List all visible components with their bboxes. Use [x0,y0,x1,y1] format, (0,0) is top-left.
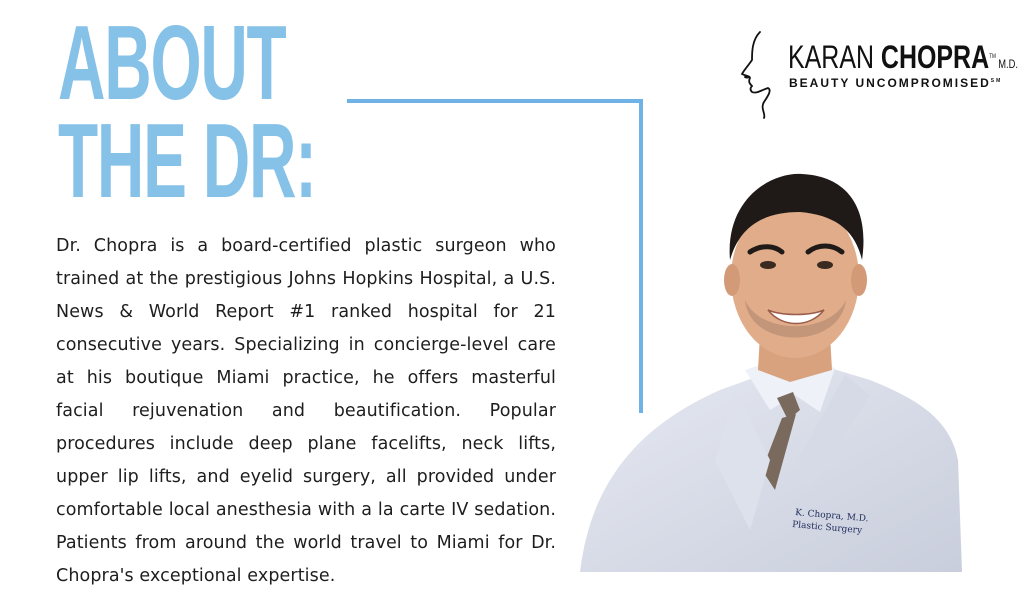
doctor-portrait-photo [570,160,990,572]
heading-line-2: THE DR: [58,102,316,220]
page-heading [58,4,316,220]
logo-last-name: CHOPRA [880,39,990,75]
coat-embroidery-name: K. Chopra, M.D. [794,508,869,525]
coat-embroidery-title: Plastic Surgery [791,520,863,537]
logo-service-mark: SM [990,78,1003,84]
brand-logo [738,30,1018,120]
logo-tagline-text: BEAUTY UNCOMPROMISED [789,76,991,90]
logo-first-name: KARAN [788,39,874,75]
logo-name [788,40,1018,81]
bio-paragraph: Dr. Chopra is a board-certified plastic surgeon who trained at the prestigious Johns Hopkins Hospital, a U.S. News & World Report #1 ranked hospital for 21 consecutive years. Specializing in concierge-level care at his boutique Miami practice, he offers masterful facial rejuvenation and beautification. Popular procedures include deep plane facelifts, neck lifts, upper lip lifts, and eyelid surgery, all provided under comfortable local anesthesia with a la carte IV sedation. Patients from around the world travel to Miami for Dr. Chopra's exceptional expertise. [56,236,556,586]
heading-line-1: ABOUT [58,4,286,122]
logo-tagline [789,76,1002,90]
logo-suffix: M.D. [998,57,1018,71]
face-profile-icon [738,30,786,120]
frame-line-top [347,99,643,103]
logo-trademark: TM [989,54,996,60]
